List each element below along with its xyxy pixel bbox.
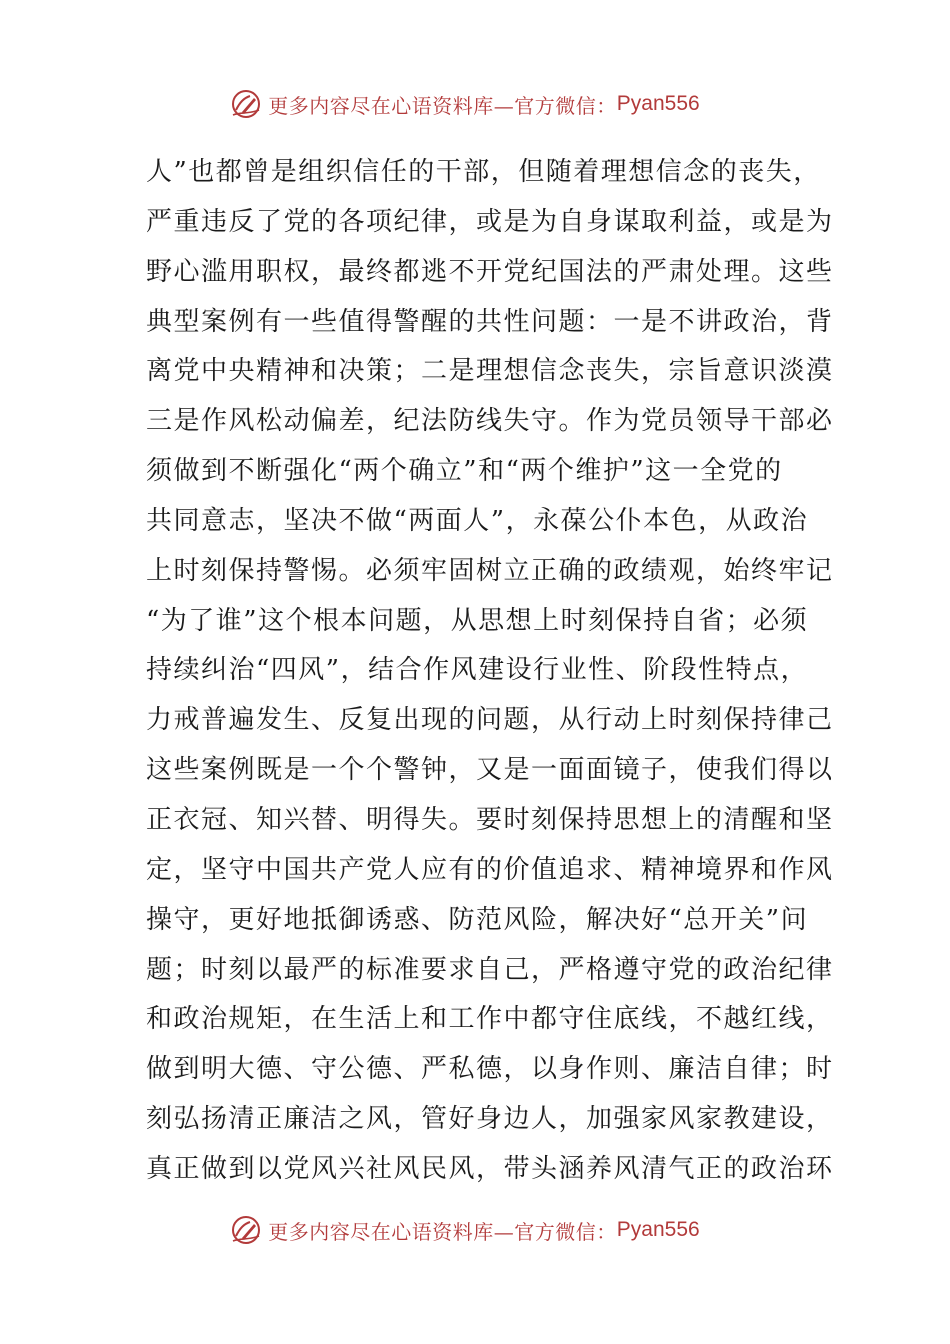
body-line: 人”也都曾是组织信任的干部，但随着理想信念的丧失， xyxy=(146,157,821,187)
footer-watermark xyxy=(0,1210,950,1250)
watermark-text: 更多内容尽在心语资料库—官方微信： xyxy=(268,1219,617,1244)
body-line: 真正做到以党风兴社风民风，带头涵养风清气正的政治环 xyxy=(146,1153,834,1184)
watermark-wechat-id: Pyan556 xyxy=(616,1218,700,1241)
pen-signature-icon xyxy=(230,88,262,120)
body-line: 定，坚守中国共产党人应有的价值追求、精神境界和作风 xyxy=(146,854,834,885)
body-line: 共同意志，坚决不做“两面人”，永葆公仆本色，从政治 xyxy=(146,505,809,536)
watermark-wechat-id: Pyan556 xyxy=(616,92,700,115)
body-line: 严重违反了党的各项纪律，或是为自身谋取利益，或是为 xyxy=(146,206,834,237)
body-line: 三是作风松动偏差，纪法防线失守。作为党员领导干部必 xyxy=(146,406,834,437)
body-line: 持续纠治“四风”，结合作风建设行业性、阶段性特点， xyxy=(146,655,809,686)
body-line: 正衣冠、知兴替、明得失。要时刻保持思想上的清醒和坚 xyxy=(146,804,834,835)
document-body xyxy=(146,148,834,1195)
body-line: “为了谁”这个根本问题，从思想上时刻保持自省；必须 xyxy=(146,605,809,636)
pen-signature-icon xyxy=(230,1214,262,1246)
body-line: 力戒普遍发生、反复出现的问题，从行动上时刻保持律己 xyxy=(146,705,834,736)
body-line: 和政治规矩，在生活上和工作中都守住底线，不越红线， xyxy=(146,1004,834,1035)
body-line: 操守，更好地抵御诱惑、防范风险，解决好“总开关”问 xyxy=(146,904,809,935)
body-line: 做到明大德、守公德、严私德，以身作则、廉洁自律；时 xyxy=(146,1054,834,1085)
body-line: 题；时刻以最严的标准要求自己，严格遵守党的政治纪律 xyxy=(146,954,834,985)
watermark-text: 更多内容尽在心语资料库—官方微信： xyxy=(268,93,617,118)
body-line: 刻弘扬清正廉洁之风，管好身边人，加强家风家教建设， xyxy=(146,1104,834,1135)
body-line: 须做到不断强化“两个确立”和“两个维护”这一全党的 xyxy=(146,456,783,487)
body-line: 这些案例既是一个个警钟，又是一面面镜子，使我们得以 xyxy=(146,755,834,786)
body-line: 野心滥用职权，最终都逃不开党纪国法的严肃处理。这些 xyxy=(146,256,834,287)
header-watermark xyxy=(0,84,950,124)
body-line: 上时刻保持警惕。必须牢固树立正确的政绩观，始终牢记 xyxy=(146,555,834,586)
body-line: 离党中央精神和决策；二是理想信念丧失，宗旨意识淡漠 xyxy=(146,356,834,387)
body-line: 典型案例有一些值得警醒的共性问题：一是不讲政治，背 xyxy=(146,306,834,337)
